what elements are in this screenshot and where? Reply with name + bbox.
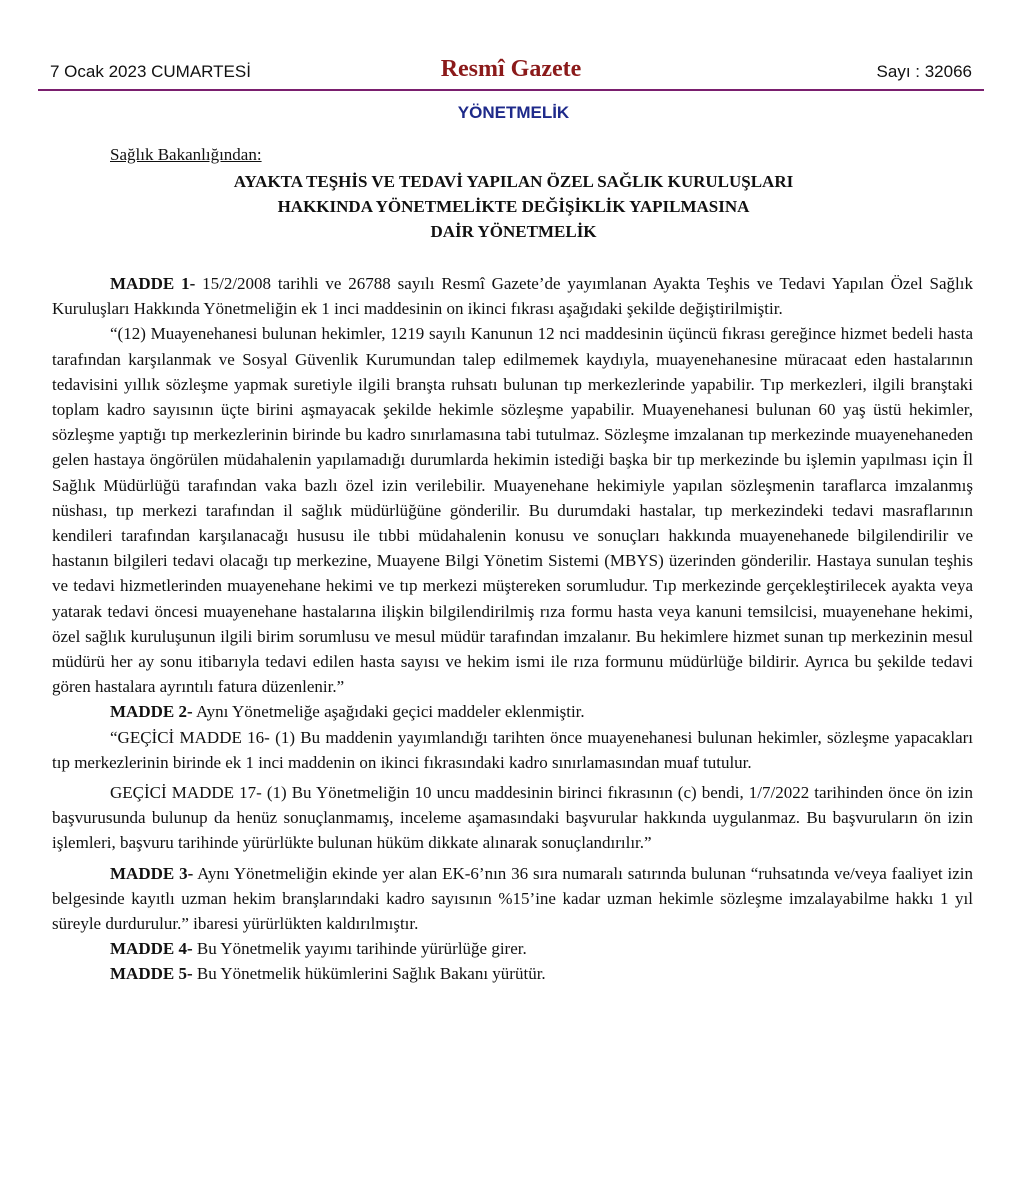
- gazette-header: [38, 56, 984, 88]
- regulation-title-line: DAİR YÖNETMELİK: [430, 222, 597, 241]
- article-label: MADDE 4-: [110, 939, 193, 959]
- issuing-authority: Sağlık Bakanlığından:: [110, 145, 262, 164]
- issue-number: Sayı : 32066: [876, 62, 972, 81]
- article-5: [52, 961, 973, 986]
- article-label: MADDE 3-: [110, 863, 194, 883]
- regulation-title: [0, 169, 1027, 244]
- gazette-title: Resmî Gazete: [440, 56, 582, 82]
- article-2: [52, 699, 973, 724]
- article-text: Aynı Yönetmeliğe aşağıdaki geçici maddeler eklenmiştir.: [192, 702, 585, 722]
- header-divider: [38, 89, 984, 91]
- section-heading: YÖNETMELİK: [457, 103, 570, 122]
- article-label: MADDE 5-: [110, 964, 193, 984]
- regulation-title-line: AYAKTA TEŞHİS VE TEDAVİ YAPILAN ÖZEL SAĞLIK KURULUŞLARI: [233, 172, 794, 191]
- regulation-body: [52, 271, 973, 987]
- article-4: [52, 936, 973, 961]
- article-1: [52, 271, 973, 321]
- article-text: Aynı Yönetmeliğin ekinde yer alan EK-6’nın 36 sıra numaralı satırında bulunan “ruhsatında ve/veya faaliyet izin belgesinde kayıtlı uzman hekim branşlarındaki kadro sayısının %15’ine kadar uzman hekimle sözleşme imzalayabilme hakkı 1 yıl süreyle durdurulur.” ibaresi yürürlükten kaldırılmıştır.: [52, 863, 973, 934]
- article-text: Bu Yönetmelik hükümlerini Sağlık Bakanı yürütür.: [192, 964, 546, 984]
- article-2-quote-2: GEÇİCİ MADDE 17- (1) Bu Yönetmeliğin 10 uncu maddesinin birinci fıkrasının (c) bendi, 1/7/2022 tarihinden önce ön izin başvurusunda bulunup da henüz sonuçlanmamış, inceleme aşamasındaki başvurular hakkında uygulanmaz. Bu başvuruların ön izin işlemleri, başvuru tarihinde yürürlükte bulunan hüküm dikkate alınarak sonuçlandırılır.”: [52, 783, 973, 853]
- issue-date: 7 Ocak 2023 CUMARTESİ: [50, 62, 251, 81]
- article-label: MADDE 1-: [110, 274, 196, 293]
- article-label: MADDE 2-: [110, 702, 193, 722]
- article-2-quote-1: “GEÇİCİ MADDE 16- (1) Bu maddenin yayımlandığı tarihten önce muayenehanesi bulunan hekimler, sözleşme yapacakları tıp merkezlerinin birinde ek 1 inci maddenin on ikinci fıkrasındaki kadro sınırlamasından muaf tutulur.: [52, 727, 973, 772]
- article-3: [52, 861, 973, 937]
- regulation-title-line: HAKKINDA YÖNETMELİKTE DEĞİŞİKLİK YAPILMASINA: [277, 197, 750, 216]
- article-text: Bu Yönetmelik yayımı tarihinde yürürlüğe girer.: [192, 939, 527, 959]
- article-1-quote: “(12) Muayenehanesi bulunan hekimler, 1219 sayılı Kanunun 12 nci maddesinin üçüncü fıkrası gereğince hizmet bedeli hasta tarafından karşılanmak ve Sosyal Güvenlik Kurumundan talep edilmemek kaydıyla, muayenehanesine müracaat eden hastalarının tedavisini yıllık sözleşme yapmak suretiyle ilgili branşta ruhsatı bulunan tıp merkezlerinde yapabilir. Tıp merkezleri, ilgili branştaki toplam kadro sayısının üçte birini aşmayacak şekilde hekimle sözleşme yapabilir. Muayenehanesi bulunan 60 yaş üstü hekimler, sözleşme yaptığı tıp merkezlerinin birinde bu kadro sınırlamasına tabi tutulmaz. Sözleşme imzalanan tıp merkezinde muayenehaneden gelen hastaya öngörülen müdahalenin yapılamadığı durumlarda hekimin istediği başka bir tıp merkezinde bu işlemin yapılması için İl Sağlık Müdürlüğü tarafından vaka bazlı özel izin verilebilir. Muayenehane hekimiyle yapılan sözleşmenin taraflarca imzalanmış nüshası, tıp merkezi tarafından il sağlık müdürlüğüne gönderilir. Bu durumdaki hastalar, tıp merkezindeki tedavi masraflarının kendileri tarafından karşılanacağı hususu ile tıbbi müdahalenin konusu ve sonuçları hakkında muayenehanede bilgilendirilir ve hastanın bilgileri tedavi olacağı tıp merkezine, Muayene Bilgi Yönetim Sistemi (MBYS) üzerinden gönderilir. Hastaya sunulan teşhis ve tedavi hizmetlerinden muayenehane hekimi ve tıp merkezi müştereken sorumludur. Tıp merkezinde gerçekleştirilecek ayakta veya yatarak tedavi öncesi muayenehane hastalarına ilişkin bilgilendirilmiş rıza formu hasta veya kanuni temsilcisi, muayenehane hekimi, özel sağlık kuruluşunun ilgili birim sorumlusu ve mesul müdür tarafından imzalanır. Bu hekimlere hizmet sunan tıp merkezinin mesul müdürü her ay sonu itibarıyla tedavi edilen hasta sayısı ve hekim ismi ile rıza formunu müdürlüğe bildirir. Ayrıca bu şekilde tedavi gören hastalara ayrıntılı fatura düzenlenir.”: [52, 324, 973, 697]
- article-text: 15/2/2008 tarihli ve 26788 sayılı Resmî Gazete’de yayımlanan Ayakta Teşhis ve Tedavi Yapılan Özel Sağlık Kuruluşları Hakkında Yönetmeliğin ek 1 inci maddesinin on ikinci fıkrası aşağıdaki şekilde değiştirilmiştir.: [52, 274, 973, 319]
